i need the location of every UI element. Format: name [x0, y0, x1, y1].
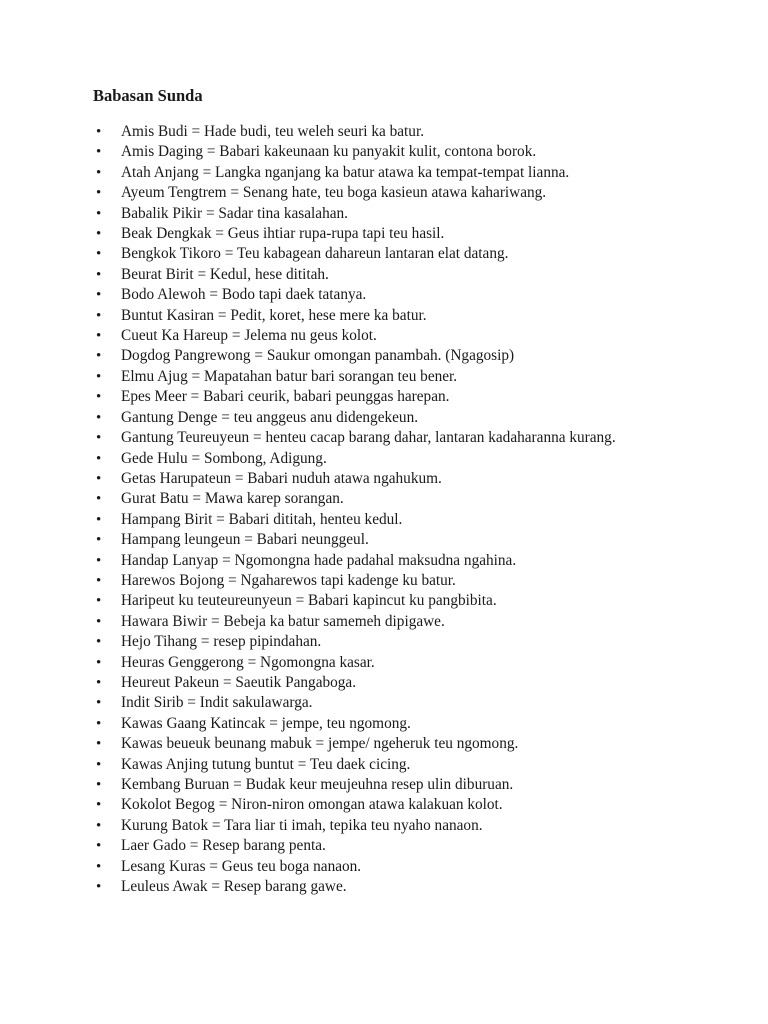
list-item-text: Babalik Pikir = Sadar tina kasalahan. [121, 204, 348, 222]
list-item [0, 693, 768, 713]
list-item-text: Handap Lanyap = Ngomongna hade padahal maksudna ngahina. [121, 551, 517, 569]
bullet-icon: • [96, 634, 102, 651]
list-item-text: Kawas Anjing tutung buntut = Teu daek cicing. [121, 755, 411, 773]
bullet-icon: • [96, 226, 102, 243]
bullet-icon: • [96, 389, 102, 406]
list-item [0, 571, 768, 591]
bullet-icon: • [96, 328, 102, 345]
list-item-text: Hampang leungeun = Babari neunggeul. [121, 531, 369, 549]
list-item [0, 224, 768, 244]
bullet-icon: • [96, 450, 102, 467]
list-item [0, 612, 768, 632]
list-item-text: Hampang Birit = Babari dititah, henteu kedul. [121, 510, 403, 528]
list-item [0, 734, 768, 754]
list-item-text: Leuleus Awak = Resep barang gawe. [121, 878, 347, 896]
list-item-text: Hawara Biwir = Bebeja ka batur samemeh dipigawe. [121, 612, 445, 630]
list-item [0, 857, 768, 877]
list-item [0, 673, 768, 693]
bullet-icon: • [96, 552, 102, 569]
list-item-text: Kurung Batok = Tara liar ti imah, tepika teu nyaho nanaon. [121, 816, 483, 834]
list-item [0, 142, 768, 162]
list-item-text: Buntut Kasiran = Pedit, koret, hese mere ka batur. [121, 306, 427, 324]
babasan-list [0, 122, 768, 897]
list-item [0, 449, 768, 469]
list-item-text: Beurat Birit = Kedul, hese dititah. [121, 265, 329, 283]
bullet-icon: • [96, 674, 102, 691]
list-item-text: Atah Anjang = Langka nganjang ka batur atawa ka tempat-tempat lianna. [121, 163, 570, 181]
bullet-icon: • [96, 185, 102, 202]
bullet-icon: • [96, 593, 102, 610]
list-item [0, 163, 768, 183]
list-item-text: Kawas Gaang Katincak = jempe, teu ngomong. [121, 714, 411, 732]
document-title: Babasan Sunda [93, 86, 203, 105]
bullet-icon: • [96, 613, 102, 630]
list-item-text: Beak Dengkak = Geus ihtiar rupa-rupa tapi teu hasil. [121, 225, 445, 243]
list-item [0, 530, 768, 550]
bullet-icon: • [96, 491, 102, 508]
list-item [0, 326, 768, 346]
bullet-icon: • [96, 307, 102, 324]
list-item [0, 183, 768, 203]
list-item [0, 346, 768, 366]
list-item-text: Gurat Batu = Mawa karep sorangan. [121, 490, 344, 508]
list-item-text: Epes Meer = Babari ceurik, babari peunggas harepan. [121, 388, 450, 406]
list-item [0, 510, 768, 530]
list-item [0, 244, 768, 264]
bullet-icon: • [96, 756, 102, 773]
list-item [0, 632, 768, 652]
list-item [0, 836, 768, 856]
list-item-text: Kawas beueuk beunang mabuk = jempe/ ngeheruk teu ngomong. [121, 735, 519, 753]
bullet-icon: • [96, 144, 102, 161]
list-item [0, 591, 768, 611]
list-item-text: Kokolot Begog = Niron-niron omongan atawa kalakuan kolot. [121, 796, 503, 814]
bullet-icon: • [96, 246, 102, 263]
bullet-icon: • [96, 817, 102, 834]
bullet-icon: • [96, 368, 102, 385]
list-item-text: Ayeum Tengtrem = Senang hate, teu boga kasieun atawa kahariwang. [121, 184, 547, 202]
bullet-icon: • [96, 287, 102, 304]
bullet-icon: • [96, 654, 102, 671]
bullet-icon: • [96, 572, 102, 589]
list-item-text: Gantung Teureuyeun = henteu cacap barang dahar, lantaran kadaharanna kurang. [121, 429, 616, 447]
list-item-text: Kembang Buruan = Budak keur meujeuhna resep ulin diburuan. [121, 776, 514, 793]
list-item-text: Heureut Pakeun = Saeutik Pangaboga. [121, 673, 357, 691]
list-item [0, 367, 768, 387]
bullet-icon: • [96, 409, 102, 426]
list-item [0, 877, 768, 897]
list-item [0, 469, 768, 489]
bullet-icon: • [96, 511, 102, 528]
list-item-text: Heuras Genggerong = Ngomongna kasar. [121, 653, 375, 671]
list-item [0, 795, 768, 815]
bullet-icon: • [96, 695, 102, 712]
list-item-text: Hejo Tihang = resep pipindahan. [121, 633, 322, 651]
list-item-text: Elmu Ajug = Mapatahan batur bari sorangan teu bener. [121, 367, 458, 385]
bullet-icon: • [96, 736, 102, 753]
list-item-text: Amis Budi = Hade budi, teu weleh seuri ka batur. [121, 123, 425, 140]
bullet-icon: • [96, 715, 102, 732]
list-item-text: Cueut Ka Hareup = Jelema nu geus kolot. [121, 327, 377, 345]
bullet-icon: • [96, 879, 102, 896]
list-item [0, 551, 768, 571]
bullet-icon: • [96, 430, 102, 447]
list-item-text: Bengkok Tikoro = Teu kabagean dahareun lantaran elat datang. [121, 245, 509, 263]
bullet-icon: • [96, 838, 102, 855]
list-item-text: Indit Sirib = Indit sakulawarga. [121, 694, 313, 712]
bullet-icon: • [96, 532, 102, 549]
list-item-text: Laer Gado = Resep barang penta. [121, 837, 326, 855]
list-item [0, 306, 768, 326]
bullet-icon: • [96, 858, 102, 875]
list-item-text: Getas Harupateun = Babari nuduh atawa ngahukum. [121, 469, 442, 487]
bullet-icon: • [96, 348, 102, 365]
list-item [0, 265, 768, 285]
list-item [0, 387, 768, 407]
list-item-text: Bodo Alewoh = Bodo tapi daek tatanya. [121, 286, 367, 304]
bullet-icon: • [96, 205, 102, 222]
list-item [0, 653, 768, 673]
list-item-text: Haripeut ku teuteureunyeun = Babari kapincut ku pangbibita. [121, 592, 497, 610]
list-item [0, 285, 768, 305]
list-item-text: Harewos Bojong = Ngaharewos tapi kadenge ku batur. [121, 571, 456, 589]
list-item-text: Dogdog Pangrewong = Saukur omongan panambah. (Ngagosip) [121, 347, 515, 365]
list-item-text: Gantung Denge = teu anggeus anu didengekeun. [121, 408, 419, 426]
list-item-text: Amis Daging = Babari kakeunaan ku panyakit kulit, contona borok. [121, 143, 537, 161]
bullet-icon: • [96, 777, 102, 793]
list-item-text: Lesang Kuras = Geus teu boga nanaon. [121, 857, 362, 875]
bullet-icon: • [96, 124, 102, 140]
list-item-text: Gede Hulu = Sombong, Adigung. [121, 449, 327, 467]
list-item [0, 775, 768, 795]
list-item [0, 122, 768, 142]
list-item [0, 204, 768, 224]
list-item [0, 816, 768, 836]
bullet-icon: • [96, 797, 102, 814]
bullet-icon: • [96, 266, 102, 283]
list-item [0, 408, 768, 428]
list-item [0, 755, 768, 775]
bullet-icon: • [96, 470, 102, 487]
list-item [0, 489, 768, 509]
list-item [0, 714, 768, 734]
list-item [0, 428, 768, 448]
bullet-icon: • [96, 164, 102, 181]
